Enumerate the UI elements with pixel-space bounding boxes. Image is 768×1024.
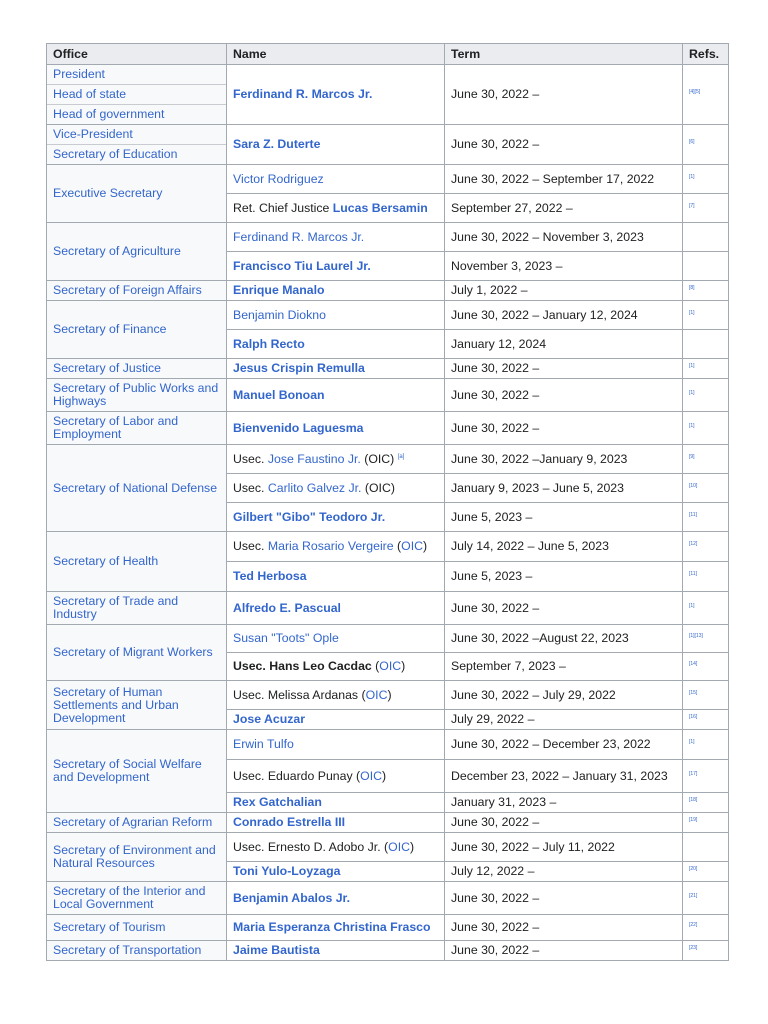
office-cell [47,833,227,882]
office-link[interactable]: Secretary of Justice [53,361,161,375]
reference-link[interactable]: [1] [689,173,695,180]
ref-cell [683,681,729,710]
ref-cell [683,915,729,941]
office-cell [47,125,227,165]
table-row [47,281,729,301]
reference-link[interactable]: [10] [689,482,698,489]
office-cell [47,379,227,412]
person-link[interactable]: Manuel Bonoan [233,387,325,402]
reference-link[interactable]: [18] [689,797,698,803]
person-link[interactable]: Toni Yulo-Loyzaga [233,864,341,878]
header-row [47,44,729,65]
table-row [47,165,729,194]
term-cell: June 30, 2022 – December 23, 2022 [445,730,683,760]
table-row [47,223,729,252]
term-cell: June 30, 2022 – July 29, 2022 [445,681,683,710]
term-cell: June 30, 2022 – July 11, 2022 [445,833,683,862]
table-row [47,65,729,125]
reference-link[interactable]: [9] [689,453,695,460]
person-link[interactable]: Ted Herbosa [233,569,307,583]
reference-link[interactable]: [19] [689,817,698,823]
office-link[interactable]: Secretary of Labor and Employment [53,414,179,441]
table-row [47,359,729,379]
office-cell [47,592,227,625]
table-row [47,915,729,941]
person-link[interactable]: Ralph Recto [233,336,305,351]
person-link[interactable]: Jaime Bautista [233,943,320,957]
ref-cell [683,281,729,301]
term-cell: June 30, 2022 –August 22, 2023 [445,625,683,653]
office-cell [47,941,227,961]
ref-cell [683,252,729,281]
ref-cell [683,592,729,625]
office-link[interactable]: Secretary of Transportation [53,943,202,957]
office-cell [47,681,227,730]
table-row [47,125,729,165]
name-cell [227,474,445,503]
name-cell [227,813,445,833]
person-link[interactable]: Ferdinand R. Marcos Jr. [233,87,373,101]
name-cell [227,125,445,165]
reference-link[interactable]: [11] [689,511,697,518]
office-cell [47,165,227,223]
person-link[interactable]: Benjamin Abalos Jr. [233,890,351,905]
office-link[interactable]: Secretary of Environment and Natural Resources [53,843,216,870]
office-cell [47,882,227,915]
ref-cell [683,710,729,730]
reference-link[interactable]: [17] [689,770,698,777]
oic-link[interactable]: OIC [360,768,383,783]
ref-cell [683,125,729,165]
person-name: Usec. Ernesto D. Adobo Jr. [233,839,381,854]
reference-link[interactable]: [21] [689,892,698,899]
office-link[interactable]: Secretary of Trade and Industry [53,594,179,621]
reference-link[interactable]: [8] [689,285,695,291]
ref-cell [683,862,729,882]
person-link[interactable]: Jesus Crispin Remulla [233,361,365,375]
term-cell: June 30, 2022 – November 3, 2023 [445,223,683,252]
reference-link[interactable]: [1] [689,422,695,429]
name-cell [227,592,445,625]
table-row [47,532,729,562]
reference-link[interactable]: [1][13] [689,633,703,639]
office-cell [47,281,227,301]
cabinet-table [46,43,729,961]
name-cell [227,301,445,330]
header-name: Name [227,44,445,65]
reference-link[interactable]: [14] [689,661,698,667]
oic-suffix: (OIC) [360,452,395,467]
term-cell: July 14, 2022 – June 5, 2023 [445,532,683,562]
office-cell [47,65,227,125]
term-cell: June 30, 2022 – January 12, 2024 [445,301,683,330]
office-link[interactable]: President [47,65,226,85]
person-link[interactable]: Victor Rodriguez [233,171,324,186]
name-cell: Usec. Eduardo Punay (OIC) [227,760,445,793]
term-cell: January 9, 2023 – June 5, 2023 [445,474,683,503]
table-row [47,833,729,862]
ref-cell [683,503,729,532]
ref-cell [683,223,729,252]
table-row [47,445,729,474]
person-link[interactable]: Ferdinand R. Marcos Jr. [233,229,365,244]
table-row [47,941,729,961]
ref-cell [683,532,729,562]
name-cell [227,330,445,359]
office-link[interactable]: Secretary of Human Settlements and Urban Development [53,684,179,725]
name-cell [227,252,445,281]
office-cell [47,301,227,359]
office-link[interactable]: Vice-President [47,125,226,145]
reference-link[interactable]: [1] [689,739,695,745]
reference-link[interactable]: [1] [689,309,695,316]
ref-cell [683,833,729,862]
reference-link[interactable]: [15] [689,689,698,696]
ref-cell [683,359,729,379]
title-prefix: Ret. Chief Justice [233,200,333,215]
header-office: Office [47,44,227,65]
title-prefix: Usec. [233,480,268,495]
oic-link[interactable]: OIC [388,839,411,854]
reference-link[interactable]: [7] [689,202,695,209]
name-cell: Usec. Maria Rosario Vergeire (OIC) [227,532,445,562]
ref-cell [683,941,729,961]
name-cell [227,445,445,474]
ref-cell [683,445,729,474]
office-link[interactable]: Secretary of Education [53,147,178,161]
office-link[interactable]: Secretary of Finance [53,322,167,336]
term-cell: June 30, 2022 – [445,379,683,412]
name-cell [227,194,445,223]
person-name: Usec. Eduardo Punay [233,768,353,783]
office-cell [47,412,227,445]
person-link[interactable]: Francisco Tiu Laurel Jr. [233,258,371,273]
office-cell [47,445,227,532]
header-term: Term [445,44,683,65]
reference-link[interactable]: [6] [689,139,695,145]
term-cell: June 30, 2022 – [445,412,683,445]
office-cell [47,915,227,941]
name-cell: Usec. Melissa Ardanas (OIC) [227,681,445,710]
office-cell [47,359,227,379]
oic-suffix: (OIC) [361,480,395,495]
office-link[interactable]: Secretary of Agriculture [53,244,181,258]
office-link[interactable]: Secretary of Public Works and Highways [53,381,219,408]
ref-cell [683,760,729,793]
person-link[interactable]: Enrique Manalo [233,283,325,297]
name-cell: Usec. Ernesto D. Adobo Jr. (OIC) [227,833,445,862]
name-cell [227,625,445,653]
person-link[interactable]: Conrado Estrella III [233,815,346,829]
person-link[interactable]: Maria Esperanza Christina Frasco [233,920,431,934]
person-link[interactable]: Carlito Galvez Jr. [267,480,362,495]
reference-link[interactable]: [1] [689,389,695,396]
name-cell [227,915,445,941]
term-cell: June 30, 2022 – [445,359,683,379]
ref-cell [683,562,729,592]
ref-cell [683,379,729,412]
reference-link[interactable]: [16] [689,714,698,720]
reference-link[interactable]: [4][5] [689,89,701,95]
person-link[interactable]: Rex Gatchalian [233,795,322,809]
term-cell: July 12, 2022 – [445,862,683,882]
term-cell: June 30, 2022 – [445,592,683,625]
ref-cell [683,625,729,653]
person-link[interactable]: Jose Acuzar [233,712,305,726]
office-link[interactable]: Head of government [53,107,165,121]
office-cell [47,730,227,813]
term-cell: September 27, 2022 – [445,194,683,223]
table-row [47,813,729,833]
header-refs: Refs. [683,44,729,65]
term-cell: June 30, 2022 – [445,125,683,165]
name-cell [227,223,445,252]
person-link[interactable]: Benjamin Diokno [233,307,326,322]
term-cell: June 30, 2022 – [445,915,683,941]
person-name: Usec. Hans Leo Cacdac [233,659,372,673]
oic-link[interactable]: OIC [365,687,388,702]
reference-link[interactable]: [11] [689,571,697,577]
person-link[interactable]: Bienvenido Laguesma [233,420,364,435]
person-link[interactable]: Lucas Bersamin [332,200,428,215]
term-cell: July 1, 2022 – [445,281,683,301]
ref-cell [683,194,729,223]
term-cell: June 30, 2022 – [445,941,683,961]
term-cell: June 30, 2022 – [445,65,683,125]
ref-cell [683,653,729,681]
name-cell [227,412,445,445]
person-link[interactable]: Jose Faustino Jr. [267,452,361,467]
term-cell: June 30, 2022 – September 17, 2022 [445,165,683,194]
ref-cell [683,793,729,813]
ref-cell [683,882,729,915]
name-cell [227,862,445,882]
term-cell: June 30, 2022 – [445,813,683,833]
ref-cell [683,330,729,359]
ref-cell [683,165,729,194]
term-cell: December 23, 2022 – January 31, 2023 [445,760,683,793]
term-cell: January 12, 2024 [445,330,683,359]
office-link[interactable]: Secretary of Health [53,554,159,568]
office-link[interactable]: Secretary of Agrarian Reform [53,815,213,829]
office-link[interactable]: Secretary of Tourism [53,920,166,934]
table-row [47,379,729,412]
term-cell: July 29, 2022 – [445,710,683,730]
person-link[interactable]: Alfredo E. Pascual [233,600,341,615]
ref-cell [683,65,729,125]
reference-link[interactable]: [23] [689,945,698,951]
term-cell: September 7, 2023 – [445,653,683,681]
office-cell [47,625,227,681]
name-cell [227,65,445,125]
term-cell: June 5, 2023 – [445,503,683,532]
title-prefix: Usec. [233,539,268,553]
oic-link[interactable]: OIC [379,659,402,673]
person-link[interactable]: Susan "Toots" Ople [233,631,339,645]
name-cell [227,730,445,760]
term-cell: June 30, 2022 –January 9, 2023 [445,445,683,474]
table-row [47,625,729,653]
office-link[interactable]: Secretary of Foreign Affairs [53,283,202,297]
reference-link[interactable]: [1] [689,602,695,609]
name-cell [227,710,445,730]
name-cell [227,503,445,532]
office-cell [47,223,227,281]
name-cell [227,941,445,961]
table-row [47,412,729,445]
name-cell [227,793,445,813]
name-cell [227,281,445,301]
person-link[interactable]: Erwin Tulfo [233,737,294,751]
table-row [47,592,729,625]
term-cell: November 3, 2023 – [445,252,683,281]
office-link[interactable]: Secretary of National Defense [53,480,218,495]
office-cell [47,813,227,833]
name-cell [227,359,445,379]
person-name: Usec. Melissa Ardanas [233,687,359,702]
table-row [47,730,729,760]
office-link[interactable]: Secretary of the Interior and Local Government [53,884,206,911]
table-row [47,882,729,915]
office-link[interactable]: Executive Secretary [53,186,163,200]
note-link[interactable]: [a] [397,454,405,461]
office-cell [47,532,227,592]
ref-cell [683,412,729,445]
name-cell: Usec. Hans Leo Cacdac (OIC) [227,653,445,681]
title-prefix: Usec. [233,452,268,467]
person-link[interactable]: Sara Z. Duterte [233,137,321,151]
name-cell [227,379,445,412]
table-row [47,681,729,710]
table-row [47,301,729,330]
term-cell: January 31, 2023 – [445,793,683,813]
ref-cell [683,813,729,833]
term-cell: June 30, 2022 – [445,882,683,915]
reference-link[interactable]: [22] [689,922,698,928]
ref-cell [683,301,729,330]
person-link[interactable]: Maria Rosario Vergeire [267,539,394,553]
reference-link[interactable]: [1] [689,363,695,369]
ref-cell [683,730,729,760]
office-link[interactable]: Secretary of Social Welfare and Development [53,757,202,784]
reference-link[interactable]: [12] [689,541,698,547]
office-link[interactable]: Head of state [47,85,226,105]
name-cell [227,165,445,194]
name-cell [227,562,445,592]
term-cell: June 5, 2023 – [445,562,683,592]
name-cell [227,882,445,915]
office-link[interactable]: Secretary of Migrant Workers [53,645,213,659]
reference-link[interactable]: [20] [689,866,698,872]
ref-cell [683,474,729,503]
oic-link[interactable]: OIC [401,539,424,553]
person-link[interactable]: Gilbert "Gibo" Teodoro Jr. [233,509,386,524]
